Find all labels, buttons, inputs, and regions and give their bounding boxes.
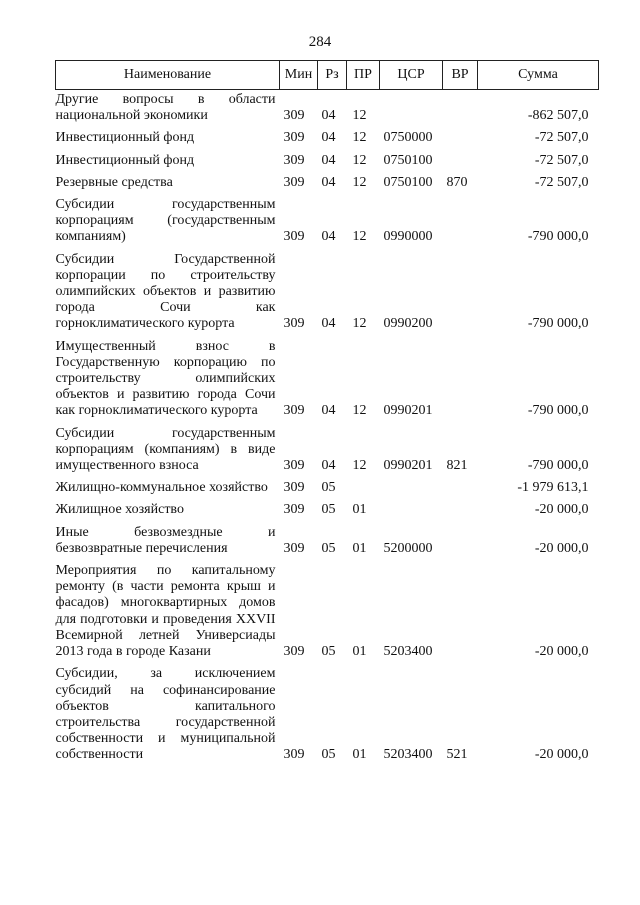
row-name: Резервные средства	[55, 174, 173, 190]
row-sum: -20 000,0	[534, 747, 589, 763]
header-min: Мин	[280, 61, 318, 90]
row-csr: 0750000	[383, 130, 433, 146]
row-name: Субсидии государственным корпорациям (компаниям) в виде имущественного взноса	[55, 425, 276, 474]
table-row	[56, 519, 599, 557]
row-rz: 04	[321, 316, 336, 332]
header-sum: Сумма	[478, 61, 599, 90]
table-row	[56, 660, 599, 763]
row-sum: -72 507,0	[534, 152, 589, 168]
row-name: Мероприятия по капитальному ремонту (в части ремонта крыш и фасадов) многоквартирных домов для подготовки и проведения XXVII Всемирной летней Универсиады 2013 года в городе Казани	[55, 563, 276, 660]
row-csr: 0990200	[383, 316, 433, 332]
row-name: Жилищное хозяйство	[55, 502, 184, 518]
row-csr	[380, 496, 443, 518]
row-sum: -862 507,0	[527, 108, 589, 124]
row-pr	[347, 474, 380, 496]
table-row	[56, 90, 599, 125]
row-pr: 12	[352, 316, 367, 332]
table-row	[56, 169, 599, 191]
row-rz: 05	[321, 502, 336, 518]
row-vr	[443, 124, 478, 146]
row-sum: -20 000,0	[534, 644, 589, 660]
row-vr	[443, 474, 478, 496]
table-row	[56, 246, 599, 333]
row-pr: 01	[352, 747, 367, 763]
row-vr	[443, 496, 478, 518]
row-sum: -790 000,0	[527, 458, 589, 474]
row-sum: -72 507,0	[534, 130, 589, 146]
row-name: Имущественный взнос в Государственную корпорацию по строительству олимпийских объектов и развитию города Сочи как горноклиматического курорта	[55, 338, 276, 419]
row-pr: 12	[352, 229, 367, 245]
table-row	[56, 557, 599, 660]
row-min: 309	[283, 130, 305, 146]
row-vr	[443, 191, 478, 246]
row-csr: 5203400	[383, 747, 433, 763]
row-vr	[443, 246, 478, 333]
row-name: Субсидии государственным корпорациям (государственным компаниям)	[55, 197, 276, 245]
row-csr: 0750100	[383, 152, 433, 168]
row-rz: 04	[321, 130, 336, 146]
row-name: Иные безвозмездные и безвозвратные перечисления	[55, 524, 276, 556]
row-csr: 0750100	[383, 174, 433, 190]
row-min: 309	[283, 108, 305, 124]
table-row	[56, 191, 599, 246]
row-name: Субсидии Государственной корпорации по строительству олимпийских объектов и развитию города Сочи как горноклиматического курорта	[55, 251, 276, 332]
row-vr	[443, 519, 478, 557]
row-rz: 04	[321, 403, 336, 419]
row-name: Жилищно-коммунальное хозяйство	[55, 480, 268, 496]
row-sum: -72 507,0	[534, 174, 589, 190]
row-csr: 0990201	[383, 458, 433, 474]
row-csr: 0990000	[383, 229, 433, 245]
row-vr: 870	[446, 174, 468, 190]
header-pr: ПР	[347, 61, 380, 90]
row-pr: 12	[352, 152, 367, 168]
row-vr	[443, 147, 478, 169]
row-sum: -790 000,0	[527, 403, 589, 419]
row-sum: -20 000,0	[534, 502, 589, 518]
row-min: 309	[283, 502, 305, 518]
budget-table	[55, 60, 599, 764]
header-rz: Рз	[318, 61, 347, 90]
row-rz: 05	[321, 540, 336, 556]
table-row	[56, 420, 599, 475]
table-row	[56, 474, 599, 496]
row-rz: 04	[321, 108, 336, 124]
row-sum: -790 000,0	[527, 316, 589, 332]
row-csr: 5203400	[383, 644, 433, 660]
row-vr: 821	[446, 458, 468, 474]
row-min: 309	[283, 480, 305, 496]
row-sum: -790 000,0	[527, 229, 589, 245]
row-pr: 01	[352, 502, 367, 518]
row-name: Инвестиционный фонд	[55, 152, 195, 168]
row-min: 309	[283, 747, 305, 763]
row-pr: 12	[352, 108, 367, 124]
row-csr	[380, 474, 443, 496]
row-sum: -20 000,0	[534, 540, 589, 556]
table-header-row	[56, 61, 599, 90]
row-rz: 04	[321, 458, 336, 474]
row-rz: 04	[321, 174, 336, 190]
row-min: 309	[283, 152, 305, 168]
row-min: 309	[283, 458, 305, 474]
row-min: 309	[283, 316, 305, 332]
header-csr: ЦСР	[380, 61, 443, 90]
row-vr	[443, 557, 478, 660]
row-rz: 05	[321, 644, 336, 660]
row-rz: 05	[321, 747, 336, 763]
row-min: 309	[283, 229, 305, 245]
header-vr: ВР	[443, 61, 478, 90]
row-vr: 521	[446, 747, 468, 763]
row-sum: -1 979 613,1	[517, 480, 589, 496]
row-rz: 04	[321, 229, 336, 245]
table-row	[56, 333, 599, 420]
row-name: Другие вопросы в области национальной экономики	[55, 92, 276, 124]
table-row	[56, 124, 599, 146]
row-pr: 12	[352, 130, 367, 146]
row-csr: 5200000	[383, 540, 433, 556]
row-vr	[443, 333, 478, 420]
row-rz: 05	[321, 480, 336, 496]
header-name: Наименование	[56, 61, 280, 90]
row-name: Инвестиционный фонд	[55, 130, 195, 146]
row-pr: 12	[352, 403, 367, 419]
row-min: 309	[283, 540, 305, 556]
row-pr: 01	[352, 540, 367, 556]
row-rz: 04	[321, 152, 336, 168]
row-pr: 12	[352, 458, 367, 474]
row-pr: 12	[352, 174, 367, 190]
row-vr	[443, 90, 478, 125]
row-name: Субсидии, за исключением субсидий на софинансирование объектов капитального строительства государственной собственности и муниципальной собственности	[55, 666, 276, 763]
row-min: 309	[283, 174, 305, 190]
row-min: 309	[283, 644, 305, 660]
row-csr	[380, 90, 443, 125]
page-number: 284	[308, 34, 332, 50]
table-row	[56, 496, 599, 518]
row-csr: 0990201	[383, 403, 433, 419]
row-pr: 01	[352, 644, 367, 660]
table-row	[56, 147, 599, 169]
row-min: 309	[283, 403, 305, 419]
